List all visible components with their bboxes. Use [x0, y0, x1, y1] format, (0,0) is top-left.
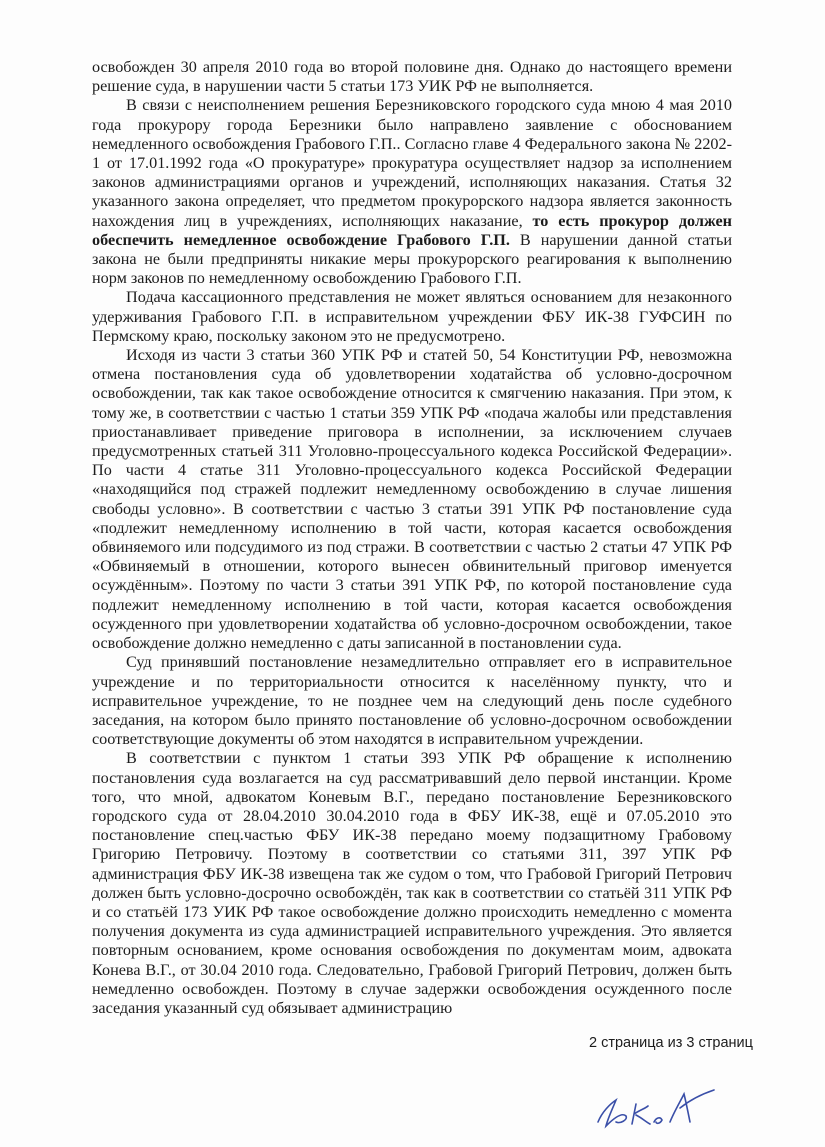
paragraph-1: [92, 58, 732, 96]
bold-emphasis: то есть прокурор должен обеспечить немедленное освобождение Грабового Г.П.: [92, 211, 733, 249]
paragraph-text: освобожден 30 апреля 2010 года во второй половине дня. Однако до настоящего времени решение суда, в нарушении части 5 статьи 173 УИК РФ не выполняется.: [92, 58, 732, 96]
paragraph-text: В связи с неисполнением решения Березниковского городского суда мною 4 мая 2010 года прокурору города Березники было направлено заявление с обоснованием немедленного освобождения Грабового Г.П.. Согласно главе 4 Федерального закона № 2202-1 от 17.01.1992 года «О прокуратуре» прокуратура осуществляет надзор за исполнением законов администрациями органов и учреждений, исполняющих наказания. Статья 32 указанного закона определяет, что предметом прокурорского надзора является законность нахождения лиц в учреждениях, исполняющих наказание,: [92, 96, 732, 230]
signature-stroke: [598, 1100, 626, 1126]
paragraph-text: В нарушении данной статьи закона не были предприняты никакие меры прокурорского реагирования к выполнению норм законов по немедленному освобождению Грабового Г.П.: [92, 230, 732, 288]
paragraph-text: Подача кассационного представления не может являться основанием для незаконного удерживания Грабового Г.П. в исправительном учреждении ФБУ ИК-38 ГУФСИН по Пермскому краю, поскольку законом это не предусмотрено.: [92, 288, 732, 345]
paragraph-6: [92, 749, 732, 1018]
paragraph-text: Суд принявший постановление незамедлительно отправляет его в исправительное учреждение и по территориальности относится к населённому пункту, что и исправительное учреждение, то не позднее чем на следующий день после судебного заседания, на котором было принято постановление об условно-досрочном освобождении соответствующие документы об этом находятся в исправительном учреждении.: [92, 653, 732, 749]
paragraph-3: [92, 288, 732, 346]
paragraph-5: [92, 653, 732, 749]
signature-stroke: [654, 1118, 662, 1123]
signature-stroke: [670, 1090, 714, 1122]
paragraph-text: В соответствии с пунктом 1 статьи 393 УПК РФ обращение к исполнению постановления суда возлагается на суд рассматривавший дело первой инстанции. Кроме того, что мной, адвокатом Коневым В.Г., передано постановление Березниковского городского суда от 28.04.2010 30.04.2010 года в ФБУ ИК-38, ещё и 07.05.2010 это постановление спец.частью ФБУ ИК-38 передано моему подзащитному Грабовому Григорию Петровичу. Поэтому в соответствии со статьями 311, 397 УПК РФ администрация ФБУ ИК-38 извещена так же судом о том, что Грабовой Григорий Петрович должен быть условно-досрочно освобождён, так как в соответствии со статьёй 311 УПК РФ и со статьёй 173 УИК РФ такое освобождение должно происходить немедленно с момента получения документа из суда администрацией исправительного учреждения. Это является повторным основанием, кроме основания освобождения по документам моим, адвоката Конева В.Г., от 30.04 2010 года. Следовательно, Грабовой Григорий Петрович, должен быть немедленно освобожден. Поэтому в случае задержки освобождения осужденного после заседания указанный суд обязывает администрацию: [92, 749, 732, 1017]
handwritten-signature: [590, 1082, 720, 1132]
paragraph-text: Исходя из части 3 статьи 360 УПК РФ и статей 50, 54 Конституции РФ, невозможна отмена постановления суда об удовлетворении ходатайства об условно-досрочном освобождении, так как такое освобождение относится к смягчению наказания. При этом, к тому же, в соответствии с частью 1 статьи 359 УПК РФ «подача жалобы или представления приостанавливает приведение приговора в исполнении, за исключением случаев предусмотренных статьей 311 Уголовно-процессуального кодекса Российской Федерации». По части 4 статье 311 Уголовно-процессуального кодекса Российской Федерации «находящийся под стражей подлежит немедленному освобождению в случае лишения свободы условно». В соответствии с частью 3 статьи 391 УПК РФ постановление суда «подлежит немедленному исполнению в той части, которая касается освобождения обвиняемого или подсудимого из под стражи. В соответствии с частью 2 статьи 47 УПК РФ «Обвиняемый в отношении, которого вынесен обвинительный приговор именуется осуждённым». Поэтому по части 3 статьи 391 УПК РФ, по которой постановление суда подлежит немедленному исполнению в той части, которая касается освобождения осужденного при удовлетворении ходатайства об условно-досрочном освобождении, такое освобождение должно немедленно с даты записанной в постановлении суда.: [92, 346, 732, 653]
paragraph-4: [92, 346, 732, 653]
paragraph-2: [92, 96, 732, 288]
signature-stroke: [632, 1104, 650, 1124]
page-number-footer: 2 страница из 3 страниц: [589, 1035, 753, 1051]
document-body: [92, 58, 732, 1018]
